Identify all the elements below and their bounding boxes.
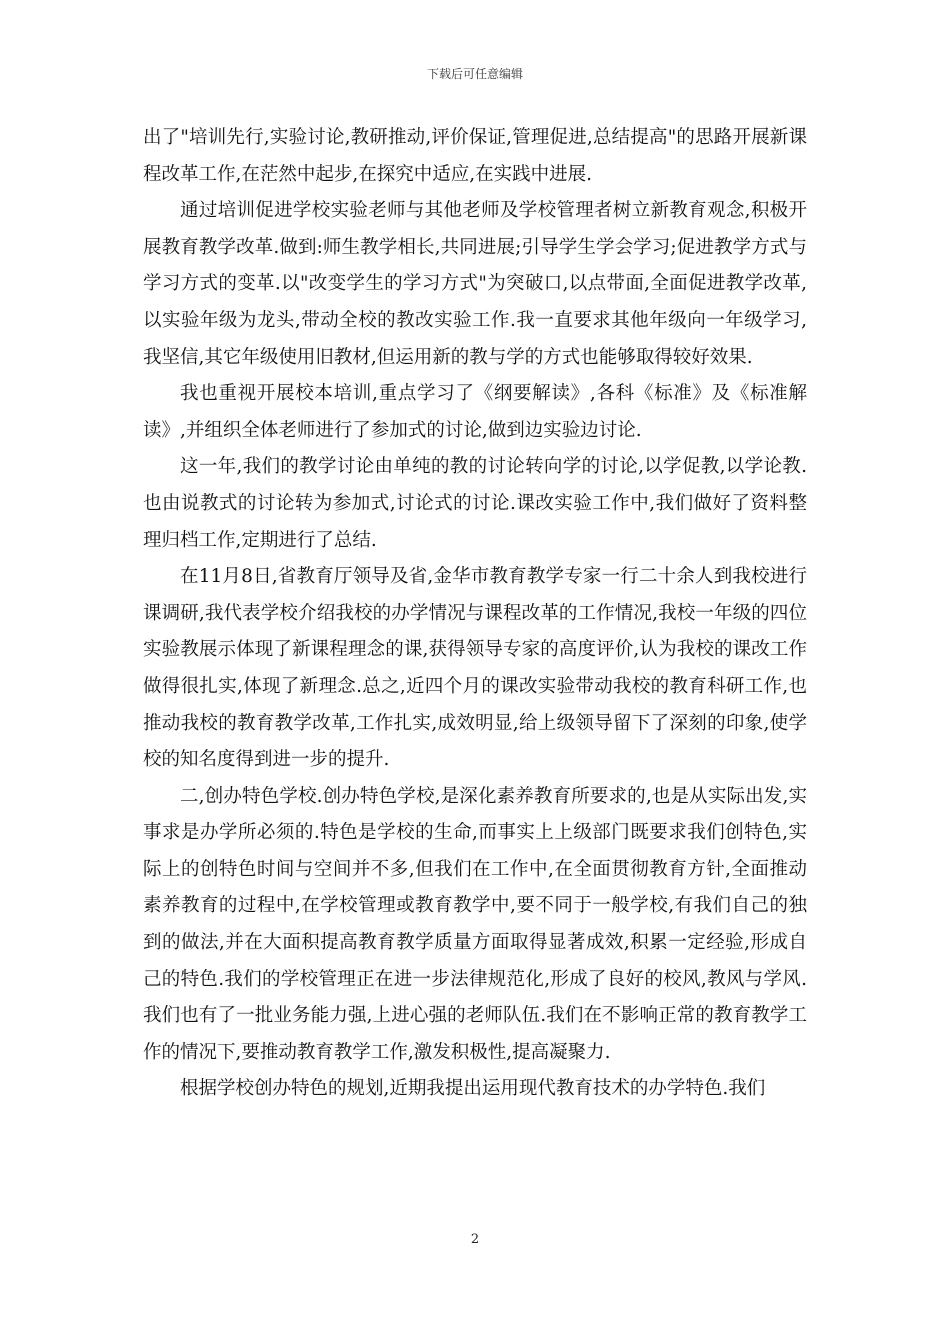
paragraph-modern-technology: 根据学校创办特色的规划,近期我提出运用现代教育技术的办学特色.我们 bbox=[180, 1078, 766, 1100]
page-header: 下载后可任意编辑 bbox=[426, 67, 523, 81]
paragraph-characteristic-school: 二,创办特色学校.创办特色学校,是深化素养教育所要求的,也是从实际出发,实事求是办学所必须的.特色是学校的生命,而事实上上级部门既要求我们创特色,实际上的创特色时间与空间并不多,但我们在工作中,在全面贯彻教育方针,全面推动素养教育的过程中,在学校管理或教育教学中,要不同于一般学校,有我们自己的独到的做法,并在大面积提高教育教学质量方面取得显著成效,积累一定经验,形成自己的特色.我们的学校管理正在进一步法律规范化,形成了良好的校风,教风与学风.我们也有了一批业务能力强,上进心强的老师队伍.我们在不影响正常的教育教学工作的情况下,要推动教育教学工作,激发积极性,提高凝聚力. bbox=[143, 785, 807, 1063]
document-body bbox=[143, 120, 807, 1108]
paragraph-research-shift: 这一年,我们的教学讨论由单纯的教的讨论转向学的讨论,以学促教,以学论教.也由说教式的讨论转为参加式,讨论式的讨论.课改实验工作中,我们做好了资料整理归档工作,定期进行了总结. bbox=[143, 456, 807, 551]
paragraph-continuation: 出了"培训先行,实验讨论,教研推动,评价保证,管理促进,总结提高"的思路开展新课程改革工作,在茫然中起步,在探究中适应,在实践中进展. bbox=[143, 127, 807, 185]
paragraph-school-training: 我也重视开展校本培训,重点学习了《纲要解读》,各科《标准》及《标准解读》,并组织全体老师进行了参加式的讨论,做到边实验边讨论. bbox=[143, 383, 807, 441]
paragraph-training: 通过培训促进学校实验老师与其他老师及学校管理者树立新教育观念,积极开展教育教学改革.做到:师生教学相长,共同进展;引导学生学会学习;促进教学方式与学习方式的变革.以"改变学生的学习方式"为突破口,以点带面,全面促进教学改革,以实验年级为龙头,带动全校的教改实验工作.我一直要求其他年级向一年级学习,我坚信,其它年级使用旧教材,但运用新的教与学的方式也能够取得较好效果. bbox=[143, 200, 807, 368]
paragraph-inspection: 在11月8日,省教育厅领导及省,金华市教育教学专家一行二十余人到我校进行课调研,我代表学校介绍我校的办学情况与课程改革的工作情况,我校一年级的四位实验教展示体现了新课程理念的课,获得领导专家的高度评价,认为我校的课改工作做得很扎实,体现了新理念.总之,近四个月的课改实验带动我校的教育科研工作,也推动我校的教育教学改革,工作扎实,成效明显,给上级领导留下了深刻的印象,使学校的知名度得到进一步的提升. bbox=[143, 566, 807, 771]
page-number: 2 bbox=[470, 1232, 480, 1247]
